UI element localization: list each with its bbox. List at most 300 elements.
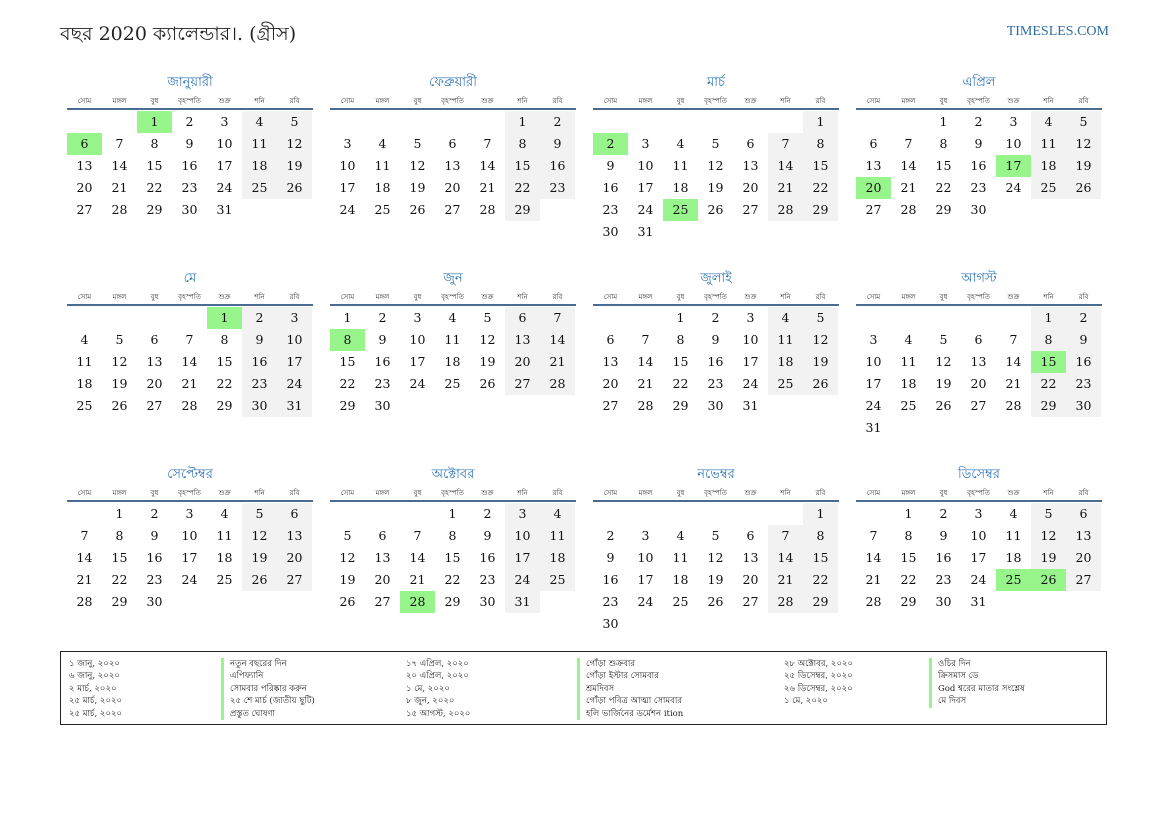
day-cell[interactable]: 4 xyxy=(220,506,229,521)
day-cell[interactable]: 1 xyxy=(676,310,685,325)
day-cell[interactable]: 23 xyxy=(707,376,724,391)
weekend-day-cell[interactable]: 15 xyxy=(803,547,838,569)
day-cell[interactable]: 6 xyxy=(974,332,983,347)
day-cell[interactable]: 6 xyxy=(746,136,755,151)
day-cell[interactable]: 19 xyxy=(111,376,128,391)
day-cell[interactable]: 5 xyxy=(115,332,124,347)
weekend-day-cell[interactable]: 4 xyxy=(540,503,575,525)
weekend-day-cell[interactable]: 12 xyxy=(277,133,312,155)
day-cell[interactable]: 16 xyxy=(602,572,619,587)
day-cell[interactable]: 5 xyxy=(939,332,948,347)
day-cell[interactable]: 12 xyxy=(479,332,496,347)
day-cell[interactable]: 24 xyxy=(1005,180,1022,195)
weekend-day-cell[interactable]: 29 xyxy=(505,199,540,221)
weekend-day-cell[interactable]: 5 xyxy=(277,111,312,133)
weekend-day-cell[interactable]: 19 xyxy=(277,155,312,177)
day-cell[interactable]: 27 xyxy=(76,202,93,217)
weekend-day-cell[interactable]: 12 xyxy=(1031,525,1066,547)
day-cell[interactable]: 21 xyxy=(900,180,917,195)
weekend-day-cell[interactable]: 6 xyxy=(277,503,312,525)
weekend-day-cell[interactable]: 8 xyxy=(505,133,540,155)
day-cell[interactable]: 8 xyxy=(676,332,685,347)
weekend-day-cell[interactable]: 2 xyxy=(242,307,277,329)
weekend-day-cell[interactable]: 16 xyxy=(1066,351,1101,373)
day-cell[interactable]: 7 xyxy=(1009,332,1018,347)
day-cell[interactable]: 22 xyxy=(146,180,163,195)
day-cell[interactable]: 1 xyxy=(448,506,457,521)
weekend-day-cell[interactable]: 15 xyxy=(803,155,838,177)
weekend-day-cell[interactable]: 16 xyxy=(242,351,277,373)
day-cell[interactable]: 18 xyxy=(444,354,461,369)
day-cell[interactable]: 1 xyxy=(939,114,948,129)
day-cell[interactable]: 7 xyxy=(483,136,492,151)
holiday-day-cell[interactable]: 6 xyxy=(67,133,102,155)
weekend-day-cell[interactable]: 6 xyxy=(1066,503,1101,525)
day-cell[interactable]: 3 xyxy=(1009,114,1018,129)
day-cell[interactable]: 3 xyxy=(869,332,878,347)
day-cell[interactable]: 30 xyxy=(374,398,391,413)
weekend-day-cell[interactable]: 12 xyxy=(803,329,838,351)
weekend-day-cell[interactable]: 30 xyxy=(242,395,277,417)
day-cell[interactable]: 13 xyxy=(742,158,759,173)
weekend-day-cell[interactable]: 18 xyxy=(1031,155,1066,177)
day-cell[interactable]: 19 xyxy=(339,572,356,587)
weekend-day-cell[interactable]: 4 xyxy=(768,307,803,329)
day-cell[interactable]: 3 xyxy=(746,310,755,325)
site-link[interactable]: TIMESLES.COM xyxy=(1006,24,1109,39)
holiday-day-cell[interactable]: 1 xyxy=(137,111,172,133)
weekend-day-cell[interactable]: 17 xyxy=(277,351,312,373)
day-cell[interactable]: 4 xyxy=(904,332,913,347)
day-cell[interactable]: 2 xyxy=(939,506,948,521)
day-cell[interactable]: 30 xyxy=(707,398,724,413)
weekend-day-cell[interactable]: 29 xyxy=(1031,395,1066,417)
weekend-day-cell[interactable]: 19 xyxy=(1031,547,1066,569)
day-cell[interactable]: 6 xyxy=(150,332,159,347)
weekend-day-cell[interactable]: 9 xyxy=(540,133,575,155)
day-cell[interactable]: 11 xyxy=(216,528,233,543)
weekend-day-cell[interactable]: 17 xyxy=(505,547,540,569)
day-cell[interactable]: 15 xyxy=(672,354,689,369)
weekend-day-cell[interactable]: 20 xyxy=(505,351,540,373)
weekend-day-cell[interactable]: 23 xyxy=(1066,373,1101,395)
weekend-day-cell[interactable]: 31 xyxy=(277,395,312,417)
weekend-day-cell[interactable]: 25 xyxy=(768,373,803,395)
day-cell[interactable]: 13 xyxy=(602,354,619,369)
day-cell[interactable]: 24 xyxy=(742,376,759,391)
day-cell[interactable]: 4 xyxy=(676,136,685,151)
day-cell[interactable]: 16 xyxy=(935,550,952,565)
weekend-day-cell[interactable]: 16 xyxy=(540,155,575,177)
day-cell[interactable]: 16 xyxy=(970,158,987,173)
day-cell[interactable]: 24 xyxy=(339,202,356,217)
day-cell[interactable]: 22 xyxy=(444,572,461,587)
day-cell[interactable]: 28 xyxy=(637,398,654,413)
weekend-day-cell[interactable]: 22 xyxy=(803,177,838,199)
day-cell[interactable]: 28 xyxy=(865,594,882,609)
day-cell[interactable]: 20 xyxy=(602,376,619,391)
day-cell[interactable]: 11 xyxy=(900,354,917,369)
weekend-day-cell[interactable]: 21 xyxy=(768,569,803,591)
weekend-day-cell[interactable]: 25 xyxy=(242,177,277,199)
weekend-day-cell[interactable]: 18 xyxy=(768,351,803,373)
weekend-day-cell[interactable]: 13 xyxy=(505,329,540,351)
weekend-day-cell[interactable]: 28 xyxy=(768,199,803,221)
holiday-day-cell[interactable]: 17 xyxy=(996,155,1031,177)
day-cell[interactable]: 25 xyxy=(444,376,461,391)
day-cell[interactable]: 26 xyxy=(479,376,496,391)
day-cell[interactable]: 22 xyxy=(216,376,233,391)
weekend-day-cell[interactable]: 24 xyxy=(277,373,312,395)
day-cell[interactable]: 12 xyxy=(707,550,724,565)
day-cell[interactable]: 24 xyxy=(865,398,882,413)
day-cell[interactable]: 25 xyxy=(216,572,233,587)
day-cell[interactable]: 8 xyxy=(150,136,159,151)
day-cell[interactable]: 26 xyxy=(935,398,952,413)
day-cell[interactable]: 17 xyxy=(409,354,426,369)
day-cell[interactable]: 7 xyxy=(413,528,422,543)
day-cell[interactable]: 22 xyxy=(672,376,689,391)
weekend-day-cell[interactable]: 11 xyxy=(540,525,575,547)
day-cell[interactable]: 17 xyxy=(970,550,987,565)
day-cell[interactable]: 21 xyxy=(181,376,198,391)
day-cell[interactable]: 24 xyxy=(181,572,198,587)
day-cell[interactable]: 23 xyxy=(146,572,163,587)
day-cell[interactable]: 3 xyxy=(641,528,650,543)
day-cell[interactable]: 27 xyxy=(970,398,987,413)
day-cell[interactable]: 24 xyxy=(216,180,233,195)
weekend-day-cell[interactable]: 5 xyxy=(1031,503,1066,525)
day-cell[interactable]: 13 xyxy=(76,158,93,173)
weekend-day-cell[interactable]: 4 xyxy=(1031,111,1066,133)
day-cell[interactable]: 12 xyxy=(339,550,356,565)
day-cell[interactable]: 27 xyxy=(374,594,391,609)
day-cell[interactable]: 9 xyxy=(939,528,948,543)
holiday-day-cell[interactable]: 28 xyxy=(400,591,435,613)
day-cell[interactable]: 9 xyxy=(150,528,159,543)
weekend-day-cell[interactable]: 11 xyxy=(242,133,277,155)
day-cell[interactable]: 3 xyxy=(974,506,983,521)
weekend-day-cell[interactable]: 20 xyxy=(1066,547,1101,569)
day-cell[interactable]: 27 xyxy=(742,202,759,217)
day-cell[interactable]: 10 xyxy=(865,354,882,369)
day-cell[interactable]: 22 xyxy=(935,180,952,195)
day-cell[interactable]: 12 xyxy=(409,158,426,173)
day-cell[interactable]: 10 xyxy=(181,528,198,543)
weekend-day-cell[interactable]: 27 xyxy=(1066,569,1101,591)
day-cell[interactable]: 29 xyxy=(111,594,128,609)
weekend-day-cell[interactable]: 26 xyxy=(242,569,277,591)
day-cell[interactable]: 16 xyxy=(146,550,163,565)
holiday-day-cell[interactable]: 25 xyxy=(996,569,1031,591)
day-cell[interactable]: 25 xyxy=(76,398,93,413)
weekend-day-cell[interactable]: 8 xyxy=(803,525,838,547)
day-cell[interactable]: 11 xyxy=(76,354,93,369)
day-cell[interactable]: 21 xyxy=(76,572,93,587)
day-cell[interactable]: 13 xyxy=(865,158,882,173)
day-cell[interactable]: 12 xyxy=(111,354,128,369)
weekend-day-cell[interactable]: 1 xyxy=(803,111,838,133)
day-cell[interactable]: 7 xyxy=(641,332,650,347)
day-cell[interactable]: 5 xyxy=(413,136,422,151)
weekend-day-cell[interactable]: 23 xyxy=(242,373,277,395)
weekend-day-cell[interactable]: 26 xyxy=(803,373,838,395)
holiday-day-cell[interactable]: 15 xyxy=(1031,351,1066,373)
day-cell[interactable]: 17 xyxy=(339,180,356,195)
weekend-day-cell[interactable]: 10 xyxy=(277,329,312,351)
weekend-day-cell[interactable]: 26 xyxy=(1066,177,1101,199)
day-cell[interactable]: 17 xyxy=(637,180,654,195)
day-cell[interactable]: 22 xyxy=(900,572,917,587)
day-cell[interactable]: 8 xyxy=(115,528,124,543)
day-cell[interactable]: 17 xyxy=(637,572,654,587)
day-cell[interactable]: 30 xyxy=(602,224,619,239)
day-cell[interactable]: 12 xyxy=(935,354,952,369)
day-cell[interactable]: 30 xyxy=(479,594,496,609)
day-cell[interactable]: 7 xyxy=(904,136,913,151)
day-cell[interactable]: 5 xyxy=(711,528,720,543)
day-cell[interactable]: 3 xyxy=(413,310,422,325)
day-cell[interactable]: 10 xyxy=(339,158,356,173)
day-cell[interactable]: 3 xyxy=(185,506,194,521)
day-cell[interactable]: 19 xyxy=(707,572,724,587)
holiday-day-cell[interactable]: 1 xyxy=(207,307,242,329)
weekend-day-cell[interactable]: 19 xyxy=(1066,155,1101,177)
day-cell[interactable]: 18 xyxy=(216,550,233,565)
weekend-day-cell[interactable]: 30 xyxy=(1066,395,1101,417)
day-cell[interactable]: 27 xyxy=(602,398,619,413)
day-cell[interactable]: 17 xyxy=(216,158,233,173)
day-cell[interactable]: 9 xyxy=(711,332,720,347)
day-cell[interactable]: 16 xyxy=(181,158,198,173)
day-cell[interactable]: 8 xyxy=(939,136,948,151)
day-cell[interactable]: 14 xyxy=(900,158,917,173)
weekend-day-cell[interactable]: 27 xyxy=(505,373,540,395)
day-cell[interactable]: 2 xyxy=(185,114,194,129)
day-cell[interactable]: 19 xyxy=(409,180,426,195)
weekend-day-cell[interactable]: 23 xyxy=(540,177,575,199)
day-cell[interactable]: 4 xyxy=(80,332,89,347)
day-cell[interactable]: 4 xyxy=(378,136,387,151)
day-cell[interactable]: 20 xyxy=(374,572,391,587)
day-cell[interactable]: 19 xyxy=(707,180,724,195)
day-cell[interactable]: 10 xyxy=(1005,136,1022,151)
day-cell[interactable]: 27 xyxy=(444,202,461,217)
weekend-day-cell[interactable]: 21 xyxy=(768,177,803,199)
weekend-day-cell[interactable]: 22 xyxy=(803,569,838,591)
day-cell[interactable]: 14 xyxy=(865,550,882,565)
day-cell[interactable]: 4 xyxy=(676,528,685,543)
day-cell[interactable]: 21 xyxy=(479,180,496,195)
day-cell[interactable]: 6 xyxy=(378,528,387,543)
day-cell[interactable]: 28 xyxy=(479,202,496,217)
day-cell[interactable]: 13 xyxy=(742,550,759,565)
day-cell[interactable]: 31 xyxy=(216,202,233,217)
day-cell[interactable]: 18 xyxy=(76,376,93,391)
day-cell[interactable]: 9 xyxy=(185,136,194,151)
day-cell[interactable]: 25 xyxy=(672,594,689,609)
day-cell[interactable]: 16 xyxy=(479,550,496,565)
day-cell[interactable]: 26 xyxy=(339,594,356,609)
day-cell[interactable]: 31 xyxy=(970,594,987,609)
day-cell[interactable]: 30 xyxy=(146,594,163,609)
day-cell[interactable]: 24 xyxy=(637,202,654,217)
day-cell[interactable]: 10 xyxy=(970,528,987,543)
weekend-day-cell[interactable]: 5 xyxy=(242,503,277,525)
day-cell[interactable]: 13 xyxy=(444,158,461,173)
day-cell[interactable]: 27 xyxy=(742,594,759,609)
day-cell[interactable]: 15 xyxy=(444,550,461,565)
day-cell[interactable]: 9 xyxy=(483,528,492,543)
holiday-day-cell[interactable]: 2 xyxy=(593,133,628,155)
day-cell[interactable]: 5 xyxy=(483,310,492,325)
day-cell[interactable]: 2 xyxy=(606,528,615,543)
day-cell[interactable]: 5 xyxy=(343,528,352,543)
weekend-day-cell[interactable]: 8 xyxy=(1031,329,1066,351)
day-cell[interactable]: 2 xyxy=(711,310,720,325)
day-cell[interactable]: 28 xyxy=(1005,398,1022,413)
day-cell[interactable]: 12 xyxy=(707,158,724,173)
day-cell[interactable]: 10 xyxy=(637,158,654,173)
day-cell[interactable]: 11 xyxy=(444,332,461,347)
day-cell[interactable]: 2 xyxy=(378,310,387,325)
day-cell[interactable]: 21 xyxy=(637,376,654,391)
day-cell[interactable]: 23 xyxy=(479,572,496,587)
day-cell[interactable]: 26 xyxy=(111,398,128,413)
weekend-day-cell[interactable]: 25 xyxy=(540,569,575,591)
weekend-day-cell[interactable]: 7 xyxy=(540,307,575,329)
day-cell[interactable]: 24 xyxy=(970,572,987,587)
day-cell[interactable]: 3 xyxy=(641,136,650,151)
weekend-day-cell[interactable]: 11 xyxy=(1031,133,1066,155)
day-cell[interactable]: 9 xyxy=(606,158,615,173)
day-cell[interactable]: 9 xyxy=(378,332,387,347)
weekend-day-cell[interactable]: 29 xyxy=(803,591,838,613)
day-cell[interactable]: 28 xyxy=(181,398,198,413)
day-cell[interactable]: 17 xyxy=(865,376,882,391)
day-cell[interactable]: 31 xyxy=(742,398,759,413)
day-cell[interactable]: 29 xyxy=(339,398,356,413)
day-cell[interactable]: 18 xyxy=(672,180,689,195)
day-cell[interactable]: 20 xyxy=(146,376,163,391)
day-cell[interactable]: 10 xyxy=(742,332,759,347)
day-cell[interactable]: 6 xyxy=(746,528,755,543)
weekend-day-cell[interactable]: 1 xyxy=(803,503,838,525)
day-cell[interactable]: 27 xyxy=(865,202,882,217)
day-cell[interactable]: 23 xyxy=(602,202,619,217)
day-cell[interactable]: 20 xyxy=(444,180,461,195)
day-cell[interactable]: 29 xyxy=(216,398,233,413)
day-cell[interactable]: 25 xyxy=(900,398,917,413)
day-cell[interactable]: 11 xyxy=(374,158,391,173)
weekend-day-cell[interactable]: 29 xyxy=(803,199,838,221)
weekend-day-cell[interactable]: 22 xyxy=(1031,373,1066,395)
day-cell[interactable]: 30 xyxy=(602,616,619,631)
day-cell[interactable]: 7 xyxy=(80,528,89,543)
day-cell[interactable]: 17 xyxy=(181,550,198,565)
weekend-day-cell[interactable]: 14 xyxy=(540,329,575,351)
day-cell[interactable]: 5 xyxy=(711,136,720,151)
day-cell[interactable]: 8 xyxy=(448,528,457,543)
day-cell[interactable]: 23 xyxy=(935,572,952,587)
weekend-day-cell[interactable]: 19 xyxy=(242,547,277,569)
weekend-day-cell[interactable]: 21 xyxy=(540,351,575,373)
day-cell[interactable]: 15 xyxy=(900,550,917,565)
day-cell[interactable]: 18 xyxy=(900,376,917,391)
weekend-day-cell[interactable]: 4 xyxy=(242,111,277,133)
holiday-day-cell[interactable]: 20 xyxy=(856,177,891,199)
day-cell[interactable]: 23 xyxy=(374,376,391,391)
day-cell[interactable]: 30 xyxy=(970,202,987,217)
day-cell[interactable]: 15 xyxy=(339,354,356,369)
day-cell[interactable]: 20 xyxy=(742,180,759,195)
day-cell[interactable]: 23 xyxy=(181,180,198,195)
day-cell[interactable]: 16 xyxy=(602,180,619,195)
day-cell[interactable]: 26 xyxy=(707,202,724,217)
holiday-day-cell[interactable]: 8 xyxy=(330,329,365,351)
day-cell[interactable]: 3 xyxy=(220,114,229,129)
day-cell[interactable]: 15 xyxy=(216,354,233,369)
day-cell[interactable]: 18 xyxy=(1005,550,1022,565)
weekend-day-cell[interactable]: 14 xyxy=(768,155,803,177)
weekend-day-cell[interactable]: 11 xyxy=(768,329,803,351)
day-cell[interactable]: 16 xyxy=(374,354,391,369)
weekend-day-cell[interactable]: 28 xyxy=(768,591,803,613)
weekend-day-cell[interactable]: 31 xyxy=(505,591,540,613)
day-cell[interactable]: 4 xyxy=(1009,506,1018,521)
day-cell[interactable]: 23 xyxy=(602,594,619,609)
weekend-day-cell[interactable]: 8 xyxy=(803,133,838,155)
day-cell[interactable]: 27 xyxy=(146,398,163,413)
day-cell[interactable]: 14 xyxy=(181,354,198,369)
day-cell[interactable]: 7 xyxy=(185,332,194,347)
weekend-day-cell[interactable]: 28 xyxy=(540,373,575,395)
day-cell[interactable]: 22 xyxy=(111,572,128,587)
weekend-day-cell[interactable]: 19 xyxy=(803,351,838,373)
day-cell[interactable]: 15 xyxy=(935,158,952,173)
day-cell[interactable]: 11 xyxy=(1005,528,1022,543)
weekend-day-cell[interactable]: 2 xyxy=(1066,307,1101,329)
weekend-day-cell[interactable]: 1 xyxy=(505,111,540,133)
day-cell[interactable]: 21 xyxy=(1005,376,1022,391)
day-cell[interactable]: 1 xyxy=(904,506,913,521)
holiday-day-cell[interactable]: 26 xyxy=(1031,569,1066,591)
weekend-day-cell[interactable]: 6 xyxy=(505,307,540,329)
weekend-day-cell[interactable]: 2 xyxy=(540,111,575,133)
day-cell[interactable]: 9 xyxy=(974,136,983,151)
day-cell[interactable]: 2 xyxy=(483,506,492,521)
day-cell[interactable]: 26 xyxy=(409,202,426,217)
weekend-day-cell[interactable]: 3 xyxy=(277,307,312,329)
day-cell[interactable]: 20 xyxy=(76,180,93,195)
day-cell[interactable]: 31 xyxy=(637,224,654,239)
weekend-day-cell[interactable]: 3 xyxy=(505,503,540,525)
day-cell[interactable]: 13 xyxy=(970,354,987,369)
weekend-day-cell[interactable]: 25 xyxy=(1031,177,1066,199)
day-cell[interactable]: 24 xyxy=(637,594,654,609)
day-cell[interactable]: 13 xyxy=(374,550,391,565)
weekend-day-cell[interactable]: 18 xyxy=(242,155,277,177)
day-cell[interactable]: 19 xyxy=(935,376,952,391)
weekend-day-cell[interactable]: 1 xyxy=(1031,307,1066,329)
day-cell[interactable]: 21 xyxy=(409,572,426,587)
day-cell[interactable]: 15 xyxy=(146,158,163,173)
day-cell[interactable]: 23 xyxy=(970,180,987,195)
weekend-day-cell[interactable]: 14 xyxy=(768,547,803,569)
day-cell[interactable]: 30 xyxy=(181,202,198,217)
day-cell[interactable]: 8 xyxy=(220,332,229,347)
day-cell[interactable]: 14 xyxy=(637,354,654,369)
